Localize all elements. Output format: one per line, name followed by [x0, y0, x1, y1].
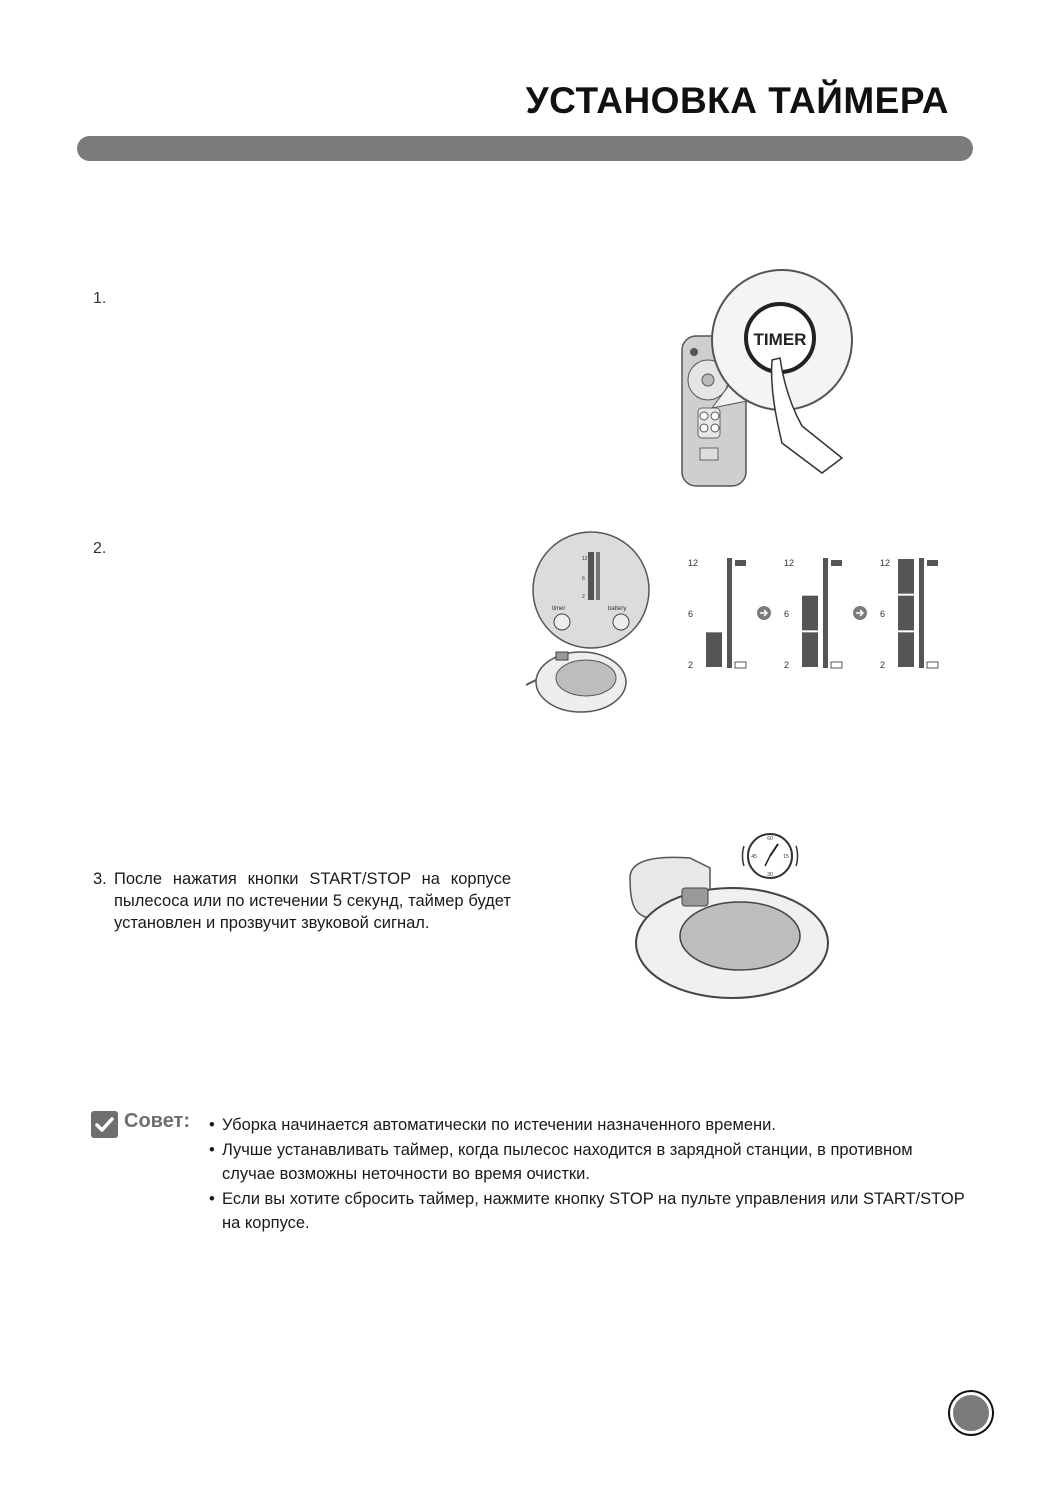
panel-timer-label: timer [552, 606, 566, 612]
battery-full-icon [927, 560, 938, 566]
robot-timer-panel-illustration [526, 530, 656, 720]
timer-bar-segment [802, 596, 818, 631]
clock-mark-45: 45 [751, 854, 757, 860]
bar-scale-label: 6 [784, 609, 790, 619]
timer-bar-segment [706, 632, 722, 667]
page-title: УСТАНОВКА ТАЙМЕРА [525, 80, 949, 121]
bar-scale-label: 2 [784, 660, 790, 670]
battery-empty-icon [735, 662, 746, 668]
panel-scale-2: 2 [582, 594, 585, 600]
tip-list [209, 1113, 969, 1236]
battery-level-bar [727, 558, 732, 668]
battery-empty-icon [831, 662, 842, 668]
bar-scale-label: 6 [688, 609, 694, 619]
battery-full-icon [831, 560, 842, 566]
step-2-number: 2. [93, 540, 107, 557]
robot-vacuum-clock-illustration [620, 818, 830, 1008]
timer-bar-sequence [680, 548, 960, 678]
step-3-text: После нажатия кнопки START/STOP на корпусе пылесоса или по истечении 5 секунд, таймер будет установлен и прозвучит звуковой сигнал. [114, 870, 511, 932]
panel-scale-12: 12 [582, 556, 588, 562]
battery-empty-icon [927, 662, 938, 668]
panel-scale-6: 6 [582, 576, 585, 582]
tip-item: • Лучше устанавливать таймер, когда пылесос находится в зарядной станции, в противном случае возможны неточности во время очистки. [209, 1138, 969, 1186]
page-number-badge [950, 1392, 992, 1434]
bar-scale-label: 12 [880, 558, 891, 568]
clock-mark-30: 30 [767, 872, 773, 878]
clock-mark-15: 15 [783, 854, 789, 860]
panel-battery-label: battery [608, 606, 627, 612]
checkmark-icon [91, 1111, 118, 1138]
step-3-number: 3. [93, 870, 107, 888]
bar-scale-label: 12 [784, 558, 795, 568]
bar-scale-label: 2 [688, 660, 694, 670]
timer-bar-segment [898, 596, 914, 631]
step-3 [93, 868, 511, 934]
tip-item: • Уборка начинается автоматически по истечении назначенного времени. [209, 1113, 969, 1137]
bar-scale-label: 12 [688, 558, 699, 568]
title-divider-bar [77, 136, 973, 161]
battery-level-bar [823, 558, 828, 668]
tip-item: • Если вы хотите сбросить таймер, нажмите кнопку STOP на пульте управления или START/STOP на корпусе. [209, 1187, 969, 1235]
remote-timer-button-label: TIMER [753, 330, 807, 349]
bar-scale-label: 2 [880, 660, 886, 670]
battery-full-icon [735, 560, 746, 566]
remote-timer-illustration [672, 268, 872, 490]
timer-bar-segment [898, 632, 914, 667]
tip-label: Совет: [124, 1110, 191, 1132]
step-1-number: 1. [93, 290, 107, 307]
timer-bar-segment [802, 632, 818, 667]
timer-bar-segment [898, 559, 914, 594]
clock-mark-60: 60 [767, 836, 773, 842]
battery-level-bar [919, 558, 924, 668]
bar-scale-label: 6 [880, 609, 886, 619]
